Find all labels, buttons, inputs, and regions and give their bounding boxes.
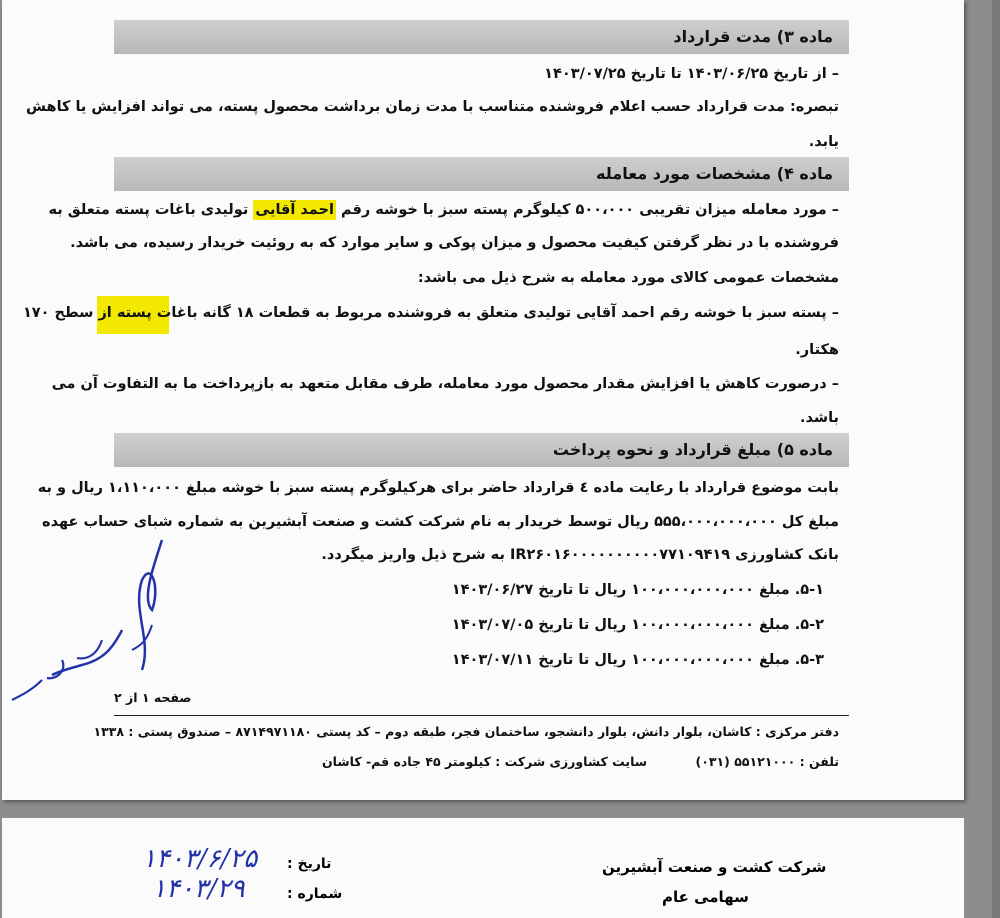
footer-site: سایت کشاورزی شرکت : کیلومتر ۴۵ جاده قم- کاشان	[322, 754, 648, 769]
article-3-note-end: یابد.	[808, 134, 839, 150]
article-5-line-2: مبلغ کل ۵۵۵،۰۰۰،۰۰۰،۰۰۰ ریال توسط خریدار به نام شرکت کشت و صنعت آبشیرین به شماره شبای حساب عهده	[42, 514, 839, 530]
article-4-spec-text: – پسته سبز با خوشه رقم احمد آقایی تولیدی متعلق به فروشنده مربوط به قطعات ۱۸ گانه باغات پسته از	[98, 305, 839, 321]
article-3-line-1: – از تاریخ ۱۴۰۳/۰۶/۲۵ تا تاریخ ۱۴۰۳/۰۷/۲۵	[544, 66, 839, 82]
number-label: شماره :	[287, 886, 343, 902]
article-4-adjust-end: باشد.	[799, 410, 839, 426]
highlight-variety: احمد آقایی	[255, 202, 334, 218]
date-label: تاریخ :	[287, 856, 332, 872]
article-4-specs-intro: مشخصات عمومی کالای مورد معامله به شرح ذیل می باشد:	[417, 270, 839, 286]
article-4-spec-line	[22, 303, 839, 323]
company-name: شرکت کشت و صنعت آبشیرین	[602, 858, 827, 876]
payment-item: ۵-۳. مبلغ ۱۰۰،۰۰۰،۰۰۰،۰۰۰ ریال تا تاریخ ۱۴۰۳/۰۷/۱۱	[451, 652, 824, 668]
article-4-line-1	[48, 200, 839, 220]
article-4-spec-end: هکتار.	[795, 342, 839, 358]
article-4-text-a: – مورد معامله میزان تقریبی ۵۰۰،۰۰۰ کیلوگرم پسته سبز با خوشه رقم	[341, 202, 839, 218]
document-page-2	[2, 818, 964, 918]
payment-item: ۵-۱. مبلغ ۱۰۰،۰۰۰،۰۰۰،۰۰۰ ریال تا تاریخ ۱۴۰۳/۰۶/۲۷	[451, 582, 824, 598]
article-3-header: ماده ۳) مدت قرارداد	[114, 20, 849, 54]
article-4-line-2: فروشنده با در نظر گرفتن کیفیت محصول و میزان پوکی و سایر موارد که به روئیت خریدار رسیده، می باشد.	[70, 235, 839, 251]
article-4-adjust-line: – درصورت کاهش یا افزایش مقدار محصول مورد معامله، طرف مقابل متعهد به بازپرداخت ما به التفاوت آن می	[51, 376, 839, 392]
document-page-1	[2, 0, 964, 800]
article-4-header: ماده ۴) مشخصات مورد معامله	[114, 157, 849, 191]
payment-item: ۵-۲. مبلغ ۱۰۰،۰۰۰،۰۰۰،۰۰۰ ریال تا تاریخ ۱۴۰۳/۰۷/۰۵	[451, 617, 824, 633]
article-3-note: تبصره: مدت قرارداد حسب اعلام فروشنده متناسب با مدت زمان برداشت محصول پسته، می تواند افزایش یا کاهش	[26, 99, 839, 115]
article-5-line-1: بابت موضوع قرارداد با رعایت ماده ٤ قرارداد حاضر برای هرکیلوگرم پسته سبز با خوشه مبلغ ۱،۱۱۰،۰۰۰ ریال و به	[37, 480, 839, 496]
page-number: صفحه ۱ از ۲	[114, 690, 192, 705]
company-type: سهامی عام	[662, 888, 749, 906]
highlight-area: سطح ۱۷۰	[22, 305, 94, 321]
handwritten-date: ۱۴۰۳/۶/۲۵	[142, 844, 258, 874]
scrollbar[interactable]	[992, 0, 1000, 918]
footer-phone: تلفن : ۵۵۱۲۱۰۰۰ (۰۳۱)	[695, 754, 839, 769]
footer-divider	[114, 715, 849, 716]
article-5-header: ماده ۵) مبلغ قرارداد و نحوه پرداخت	[114, 433, 849, 467]
handwritten-signature	[2, 530, 182, 730]
article-5-line-3: بانک کشاورزی IR۲۶۰۱۶۰۰۰۰۰۰۰۰۰۰۷۷۱۰۹۴۱۹ به شرح ذیل واریز میگردد.	[321, 547, 839, 563]
footer-address: دفتر مرکزی : کاشان، بلوار دانش، بلوار دانشجو، ساختمان فجر، طبقه دوم – کد پستی ۸۷۱۴۹۷۱۱۸۰ – صندوق پستی : ۱۳۳۸	[93, 724, 839, 739]
article-4-text-b: تولیدی باغات پسته متعلق به	[48, 202, 249, 218]
handwritten-number: ۱۴۰۳/۲۹	[152, 874, 245, 904]
